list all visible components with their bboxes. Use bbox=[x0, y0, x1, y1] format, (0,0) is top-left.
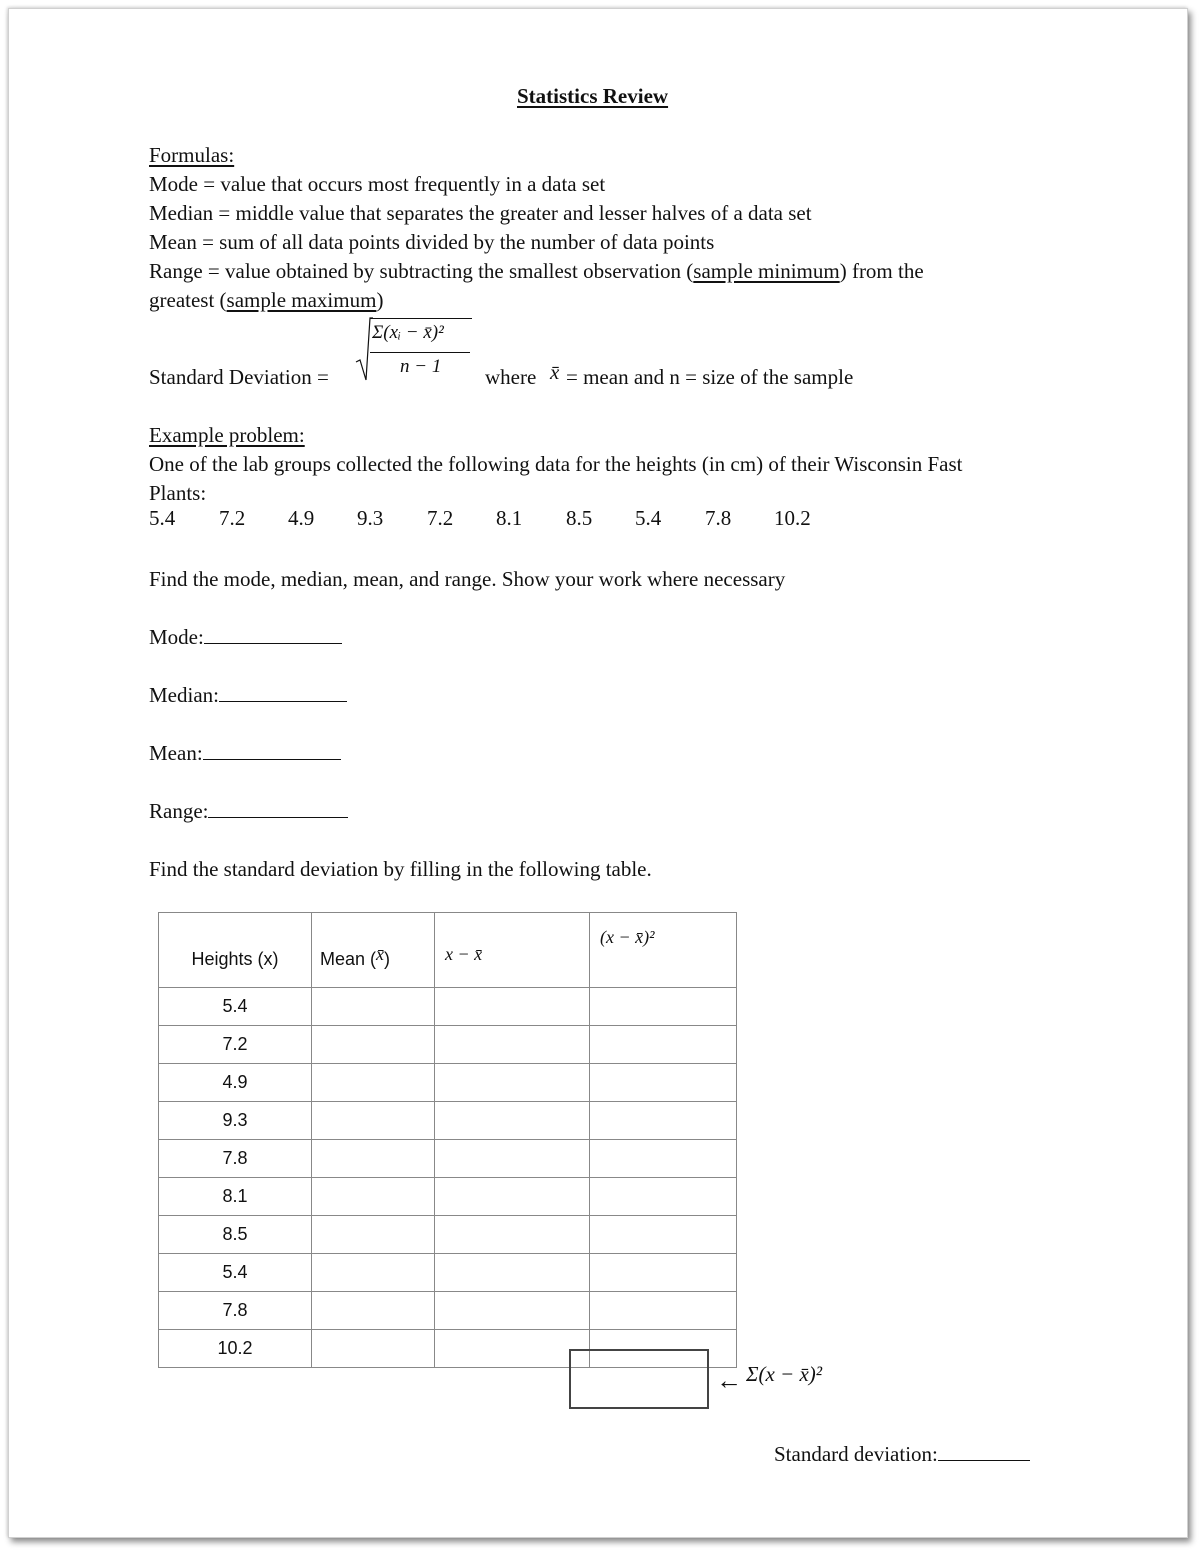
table-row: 7.8 bbox=[159, 1140, 737, 1178]
sd-formula bbox=[354, 316, 478, 382]
sample-minimum: sample minimum bbox=[693, 259, 840, 283]
sd-answer: Standard deviation: bbox=[774, 1440, 1030, 1469]
table-row: 8.5 bbox=[159, 1216, 737, 1254]
example-heading: Example problem: bbox=[149, 423, 305, 447]
table-row: 7.2 bbox=[159, 1026, 737, 1064]
mean-answer: Mean: bbox=[149, 739, 341, 768]
header-heights: Heights (x) bbox=[159, 913, 312, 988]
sum-label: Σ(x − x̄)² bbox=[746, 1362, 823, 1386]
table-row: 9.3 bbox=[159, 1102, 737, 1140]
instructions: Find the mode, median, mean, and range. Show your work where necessary bbox=[149, 567, 786, 591]
median-blank[interactable] bbox=[219, 681, 347, 702]
data-value: 5.4 bbox=[149, 506, 176, 530]
example-text-line1: One of the lab groups collected the following data for the heights (in cm) of their Wisconsin Fast bbox=[149, 452, 963, 476]
left-arrow-icon: ← bbox=[716, 1366, 742, 1395]
sd-label: Standard Deviation = bbox=[149, 365, 329, 389]
sd-where: where bbox=[485, 365, 537, 389]
mode-answer: Mode: bbox=[149, 623, 342, 652]
table-row: 10.2 bbox=[159, 1330, 737, 1368]
page-title: Statistics Review bbox=[517, 84, 669, 108]
data-value: 5.4 bbox=[635, 506, 662, 530]
radical-sign-icon bbox=[354, 316, 374, 382]
sd-instructions: Find the standard deviation by filling in the following table. bbox=[149, 857, 652, 881]
median-answer: Median: bbox=[149, 681, 347, 710]
sd-answer-blank[interactable] bbox=[938, 1440, 1030, 1461]
sd-table bbox=[158, 912, 737, 1368]
range-blank[interactable] bbox=[208, 797, 348, 818]
range-formula-line2: greatest (sample maximum) bbox=[149, 288, 384, 312]
table-row: 8.1 bbox=[159, 1178, 737, 1216]
mean-blank[interactable] bbox=[203, 739, 341, 760]
header-mean: Mean (x̄) bbox=[312, 913, 435, 988]
data-value: 7.2 bbox=[427, 506, 454, 530]
data-value: 8.1 bbox=[496, 506, 523, 530]
table-row: 4.9 bbox=[159, 1064, 737, 1102]
table-row: 7.8 bbox=[159, 1292, 737, 1330]
sd-numerator: Σ(xᵢ − x̄)² bbox=[372, 322, 444, 343]
data-value: 4.9 bbox=[288, 506, 315, 530]
data-value: 8.5 bbox=[566, 506, 593, 530]
range-formula-line1: Range = value obtained by subtracting the smallest observation (sample minimum) from the bbox=[149, 259, 924, 283]
data-value: 7.2 bbox=[219, 506, 246, 530]
formulas-heading: Formulas: bbox=[149, 143, 235, 167]
range-answer: Range: bbox=[149, 797, 348, 826]
sd-denominator: n − 1 bbox=[400, 356, 442, 377]
example-text-line2: Plants: bbox=[149, 481, 207, 505]
table-row: 5.4 bbox=[159, 988, 737, 1026]
mode-blank[interactable] bbox=[204, 623, 342, 644]
xbar-symbol: x̄ bbox=[550, 360, 560, 384]
mean-formula: Mean = sum of all data points divided by the number of data points bbox=[149, 230, 715, 254]
sample-maximum: sample maximum bbox=[226, 288, 377, 312]
data-value: 10.2 bbox=[774, 506, 811, 530]
median-formula: Median = middle value that separates the greater and lesser halves of a data set bbox=[149, 201, 812, 225]
sd-explanation: = mean and n = size of the sample bbox=[566, 365, 854, 389]
header-deviation: x − x̄ bbox=[435, 913, 590, 988]
header-squared-deviation: (x − x̄)² bbox=[590, 913, 737, 988]
data-value: 9.3 bbox=[357, 506, 384, 530]
data-value: 7.8 bbox=[705, 506, 732, 530]
mode-formula: Mode = value that occurs most frequently in a data set bbox=[149, 172, 606, 196]
table-row: 5.4 bbox=[159, 1254, 737, 1292]
sum-answer-box[interactable] bbox=[569, 1349, 709, 1409]
